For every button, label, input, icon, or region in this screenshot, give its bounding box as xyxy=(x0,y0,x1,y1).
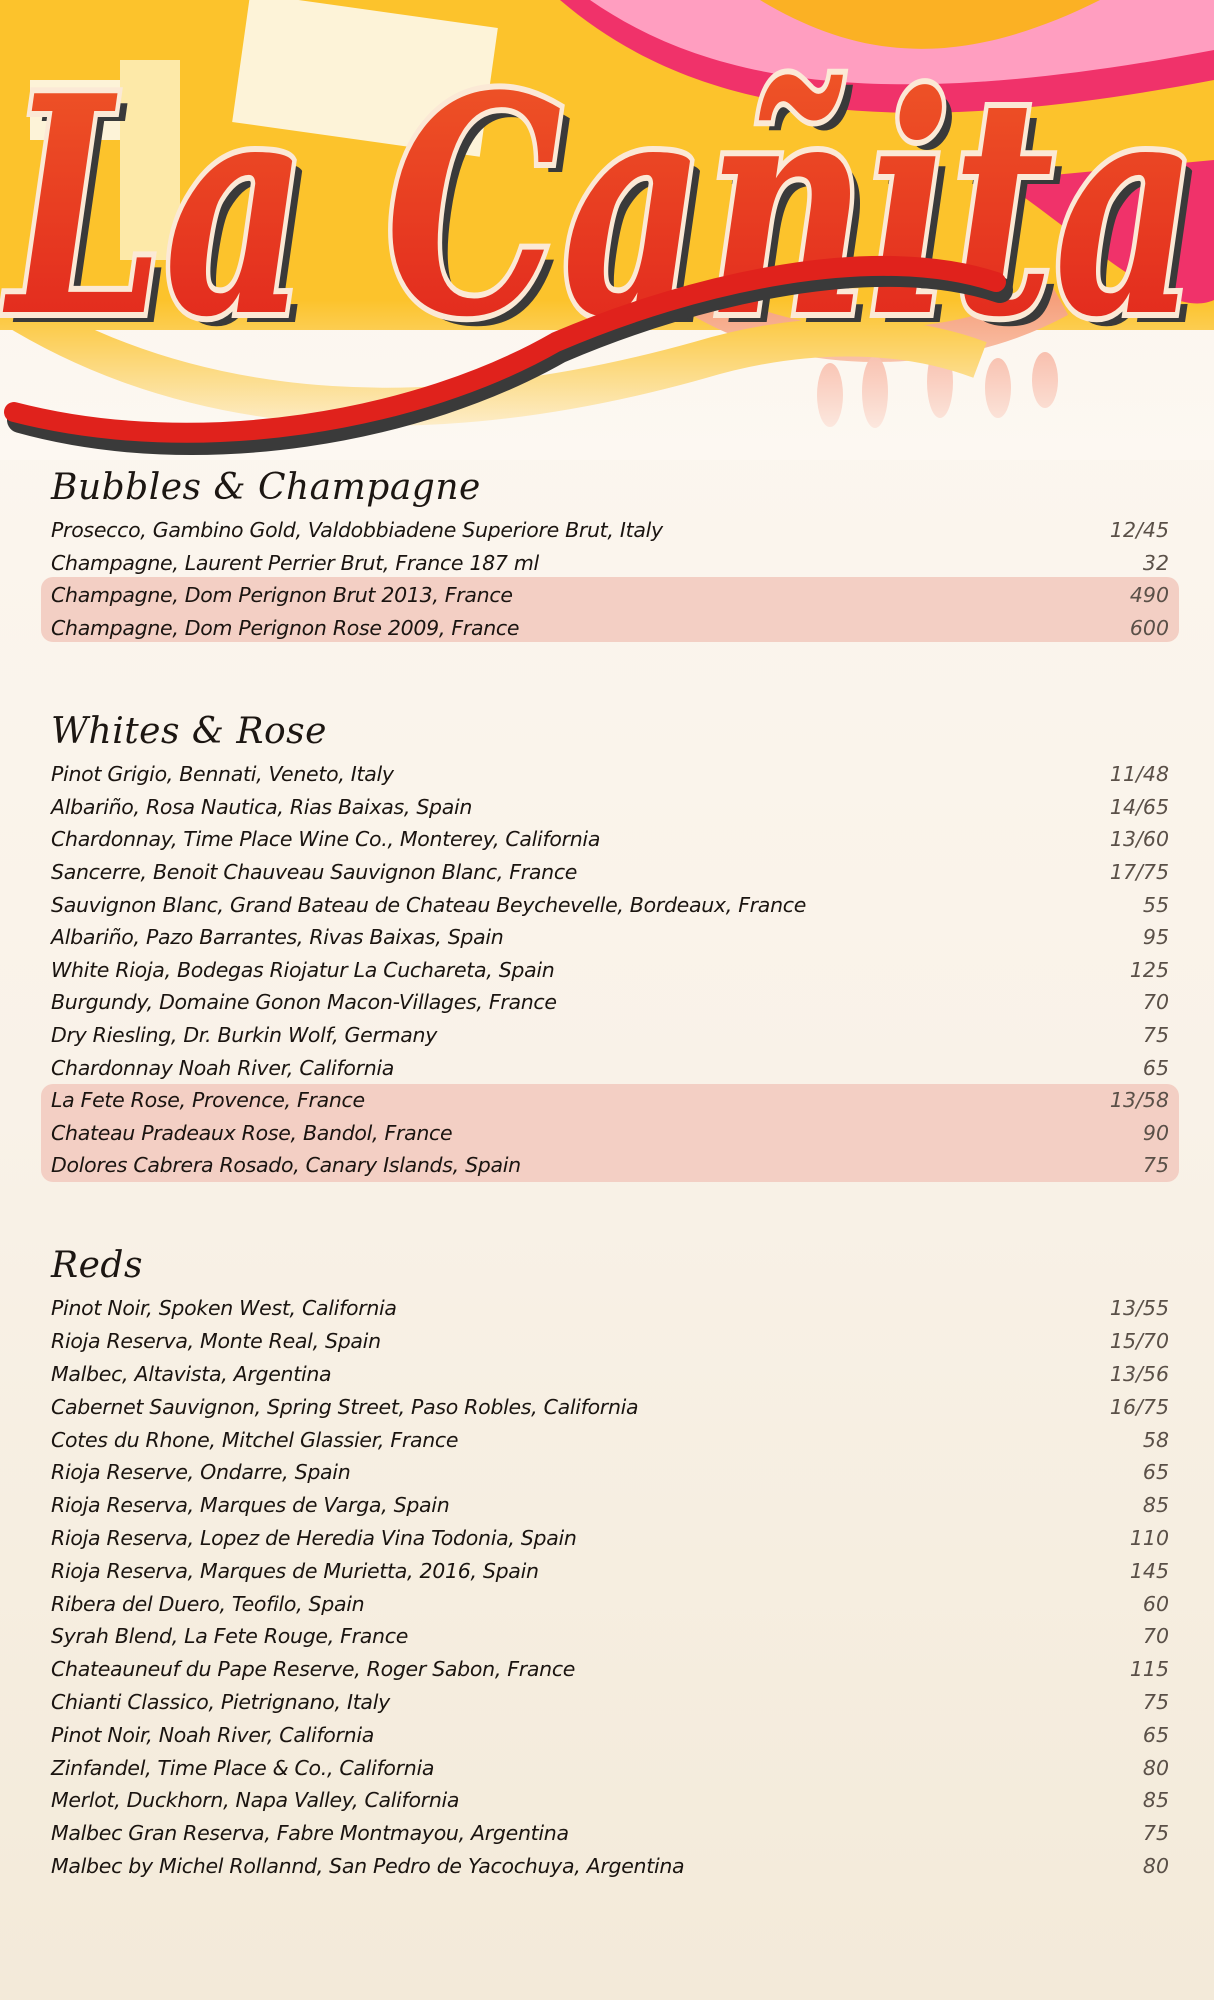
wine-price: 600 xyxy=(1129,616,1169,641)
wine-name: Sauvignon Blanc, Grand Bateau de Chateau Beychevelle, Bordeaux, France xyxy=(51,892,807,917)
wine-price: 13/56 xyxy=(1109,1361,1169,1386)
wine-name: Rioja Reserva, Lopez de Heredia Vina Todonia, Spain xyxy=(51,1525,577,1550)
wine-name: Champagne, Dom Perignon Rose 2009, France xyxy=(51,616,520,641)
wine-price: 75 xyxy=(1142,1689,1169,1714)
wine-price: 70 xyxy=(1142,990,1169,1015)
wine-name: Sancerre, Benoit Chauveau Sauvignon Blanc, France xyxy=(51,860,578,885)
section-whites-rose xyxy=(51,708,1169,1182)
wine-price: 60 xyxy=(1142,1591,1169,1616)
wine-price: 65 xyxy=(1142,1722,1169,1747)
wine-price: 490 xyxy=(1129,583,1169,608)
wine-price: 110 xyxy=(1129,1525,1169,1550)
wine-price: 80 xyxy=(1142,1853,1169,1878)
wine-row xyxy=(51,1456,1169,1489)
wine-name: Pinot Noir, Spoken West, California xyxy=(51,1296,397,1321)
wine-row xyxy=(51,1390,1169,1423)
wine-row xyxy=(51,1718,1169,1751)
wine-name: Dolores Cabrera Rosado, Canary Islands, Spain xyxy=(51,1153,521,1178)
wine-row xyxy=(51,1784,1169,1817)
wine-name: Syrah Blend, La Fete Rouge, France xyxy=(51,1624,409,1649)
section-title: Reds xyxy=(51,1245,143,1286)
wine-price: 145 xyxy=(1129,1558,1169,1583)
wine-price: 80 xyxy=(1142,1755,1169,1780)
wine-price: 95 xyxy=(1142,925,1169,950)
wine-row xyxy=(51,921,1169,954)
wine-name: Albariño, Rosa Nautica, Rias Baixas, Spain xyxy=(51,794,473,819)
wine-price: 55 xyxy=(1142,892,1169,917)
wine-price: 75 xyxy=(1142,1023,1169,1048)
wine-name: Chateau Pradeaux Rose, Bandol, France xyxy=(51,1120,453,1145)
wine-row xyxy=(51,888,1169,921)
wine-price: 115 xyxy=(1129,1657,1169,1682)
wine-price: 65 xyxy=(1142,1460,1169,1485)
wine-row xyxy=(51,1423,1169,1456)
wine-price: 85 xyxy=(1142,1493,1169,1518)
wine-name: Rioja Reserva, Marques de Varga, Spain xyxy=(51,1493,450,1518)
svg-text:La Cañita: La Cañita xyxy=(11,40,1209,393)
wine-row xyxy=(51,954,1169,987)
wine-price: 13/60 xyxy=(1109,827,1169,852)
wine-row xyxy=(51,1522,1169,1555)
wine-name: Zinfandel, Time Place & Co., California xyxy=(51,1755,435,1780)
wine-name: White Rioja, Bodegas Riojatur La Cuchareta, Spain xyxy=(51,957,555,982)
wine-price: 13/58 xyxy=(1109,1088,1169,1113)
wine-name: Champagne, Dom Perignon Brut 2013, France xyxy=(51,583,513,608)
wine-price: 15/70 xyxy=(1109,1329,1169,1354)
wine-price: 75 xyxy=(1142,1153,1169,1178)
wine-price: 32 xyxy=(1142,550,1169,575)
wine-price: 17/75 xyxy=(1109,860,1169,885)
section-title: Whites & Rose xyxy=(51,711,327,752)
wine-name: Chardonnay Noah River, California xyxy=(51,1055,395,1080)
wine-row xyxy=(51,1325,1169,1358)
wine-name: Pinot Grigio, Bennati, Veneto, Italy xyxy=(51,762,394,787)
wine-row xyxy=(51,1358,1169,1391)
wine-price: 13/55 xyxy=(1109,1296,1169,1321)
wine-row xyxy=(51,1653,1169,1686)
wine-row xyxy=(51,986,1169,1019)
wine-name: Malbec Gran Reserva, Fabre Montmayou, Argentina xyxy=(51,1821,569,1846)
wine-price: 75 xyxy=(1142,1821,1169,1846)
wine-price: 58 xyxy=(1142,1427,1169,1452)
wine-price: 16/75 xyxy=(1109,1394,1169,1419)
svg-text:La Cañita: La Cañita xyxy=(1,30,1199,383)
wine-row xyxy=(51,1751,1169,1784)
wine-name: Prosecco, Gambino Gold, Valdobbiadene Superiore Brut, Italy xyxy=(51,518,663,543)
wine-price: 90 xyxy=(1142,1120,1169,1145)
wine-row xyxy=(51,1149,1169,1182)
wine-list xyxy=(51,514,1169,644)
wine-name: Malbec by Michel Rollannd, San Pedro de Yacochuya, Argentina xyxy=(51,1853,685,1878)
wine-row xyxy=(51,791,1169,824)
wine-list xyxy=(51,758,1169,1182)
wine-row xyxy=(51,1817,1169,1850)
wine-name: Malbec, Altavista, Argentina xyxy=(51,1361,332,1386)
wine-name: Champagne, Laurent Perrier Brut, France 187 ml xyxy=(51,550,539,575)
section-bubbles-champagne xyxy=(51,464,1169,644)
wine-row xyxy=(51,1850,1169,1883)
header-banner xyxy=(0,0,1214,460)
wine-row xyxy=(51,1686,1169,1719)
wine-price: 70 xyxy=(1142,1624,1169,1649)
wine-row xyxy=(51,856,1169,889)
wine-row xyxy=(51,1620,1169,1653)
wine-row xyxy=(51,758,1169,791)
wine-name: Cotes du Rhone, Mitchel Glassier, France xyxy=(51,1427,459,1452)
section-title: Bubbles & Champagne xyxy=(51,467,481,508)
wine-row xyxy=(51,514,1169,547)
wine-name: Merlot, Duckhorn, Napa Valley, California xyxy=(51,1788,460,1813)
wine-row xyxy=(51,1489,1169,1522)
wine-name: Dry Riesling, Dr. Burkin Wolf, Germany xyxy=(51,1023,438,1048)
wine-row xyxy=(51,612,1169,645)
wine-name: Rioja Reserve, Ondarre, Spain xyxy=(51,1460,351,1485)
section-reds xyxy=(51,1242,1169,1882)
wine-price: 11/48 xyxy=(1109,762,1169,787)
wine-row xyxy=(51,1019,1169,1052)
wine-row xyxy=(51,579,1169,612)
wine-price: 85 xyxy=(1142,1788,1169,1813)
wine-price: 12/45 xyxy=(1109,518,1169,543)
wine-row xyxy=(51,1084,1169,1117)
wine-row xyxy=(51,547,1169,580)
wine-name: Rioja Reserva, Marques de Murietta, 2016, Spain xyxy=(51,1558,539,1583)
wine-name: Rioja Reserva, Monte Real, Spain xyxy=(51,1329,381,1354)
wine-price: 65 xyxy=(1142,1055,1169,1080)
wine-price: 14/65 xyxy=(1109,794,1169,819)
wine-row xyxy=(51,1117,1169,1150)
wine-name: Cabernet Sauvignon, Spring Street, Paso Robles, California xyxy=(51,1394,639,1419)
wine-row xyxy=(51,1292,1169,1325)
wine-price: 125 xyxy=(1129,957,1169,982)
wine-name: La Fete Rose, Provence, France xyxy=(51,1088,365,1113)
wine-name: Chateauneuf du Pape Reserve, Roger Sabon, France xyxy=(51,1657,576,1682)
wine-row xyxy=(51,1587,1169,1620)
wine-name: Albariño, Pazo Barrantes, Rivas Baixas, Spain xyxy=(51,925,504,950)
wine-name: Ribera del Duero, Teofilo, Spain xyxy=(51,1591,365,1616)
wine-row xyxy=(51,1554,1169,1587)
wine-row xyxy=(51,1051,1169,1084)
wine-row xyxy=(51,823,1169,856)
wine-name: Chardonnay, Time Place Wine Co., Monterey, California xyxy=(51,827,601,852)
wine-name: Burgundy, Domaine Gonon Macon-Villages, France xyxy=(51,990,557,1015)
wine-name: Chianti Classico, Pietrignano, Italy xyxy=(51,1689,390,1714)
wine-name: Pinot Noir, Noah River, California xyxy=(51,1722,375,1747)
wine-list xyxy=(51,1292,1169,1882)
